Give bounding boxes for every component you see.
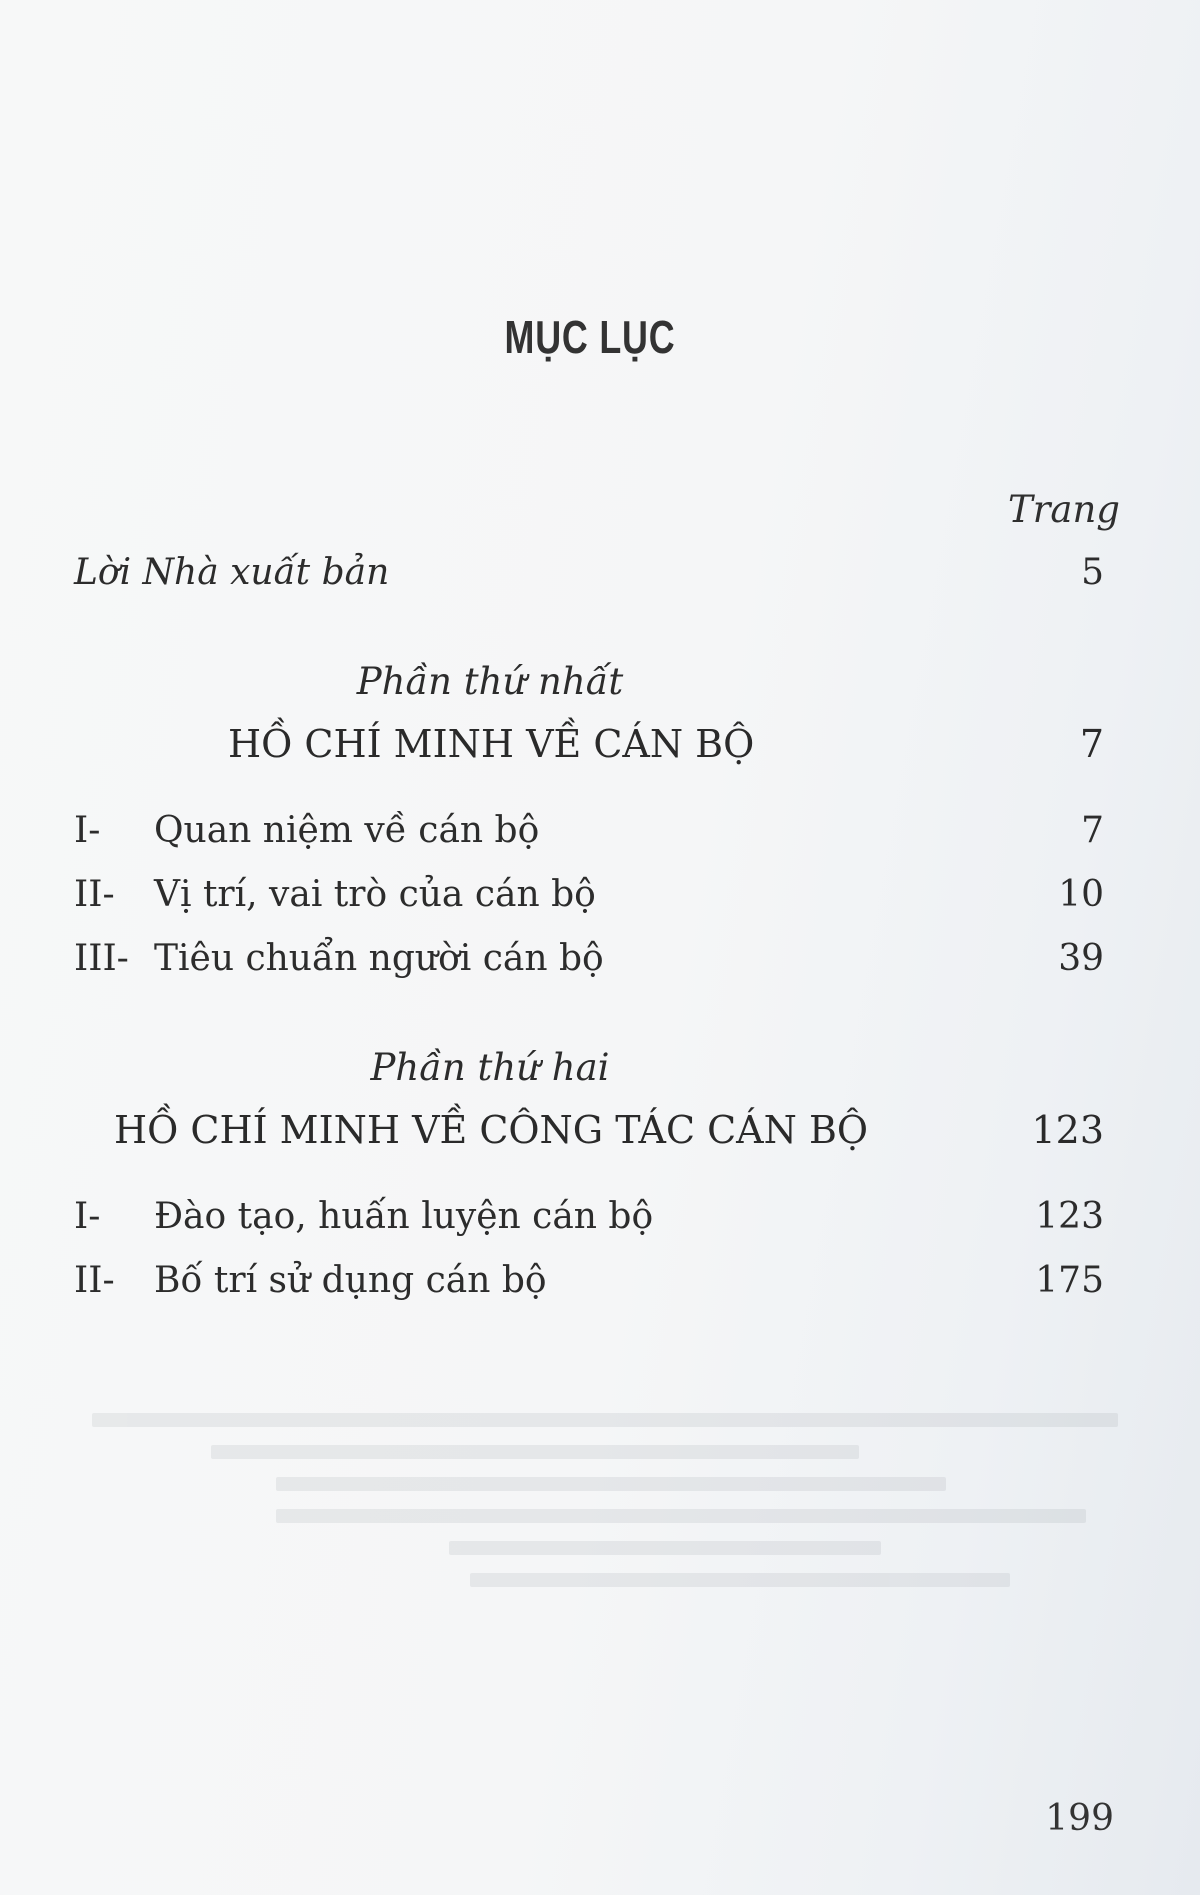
toc-entry-number: I-	[74, 810, 101, 851]
part-one-title: HỒ CHÍ MINH VỀ CÁN BỘ	[228, 722, 755, 766]
toc-entry-intro	[74, 552, 1104, 602]
toc-entry-label: Tiêu chuẩn người cán bộ	[154, 938, 604, 979]
toc-entry-number: III-	[74, 938, 129, 979]
toc-entry	[74, 1196, 1104, 1246]
toc-entry-number: II-	[74, 874, 115, 915]
toc-entry	[74, 810, 1104, 860]
page-number: 199	[1045, 1798, 1114, 1839]
toc-entry-page: 123	[1035, 1196, 1104, 1237]
part-two-page: 123	[1031, 1108, 1104, 1152]
page-title: MỤC LỤC	[504, 311, 676, 363]
part-one-page: 7	[1079, 722, 1104, 766]
part-two-label: Phần thứ hai	[370, 1046, 610, 1089]
toc-entry-page: 10	[1058, 874, 1104, 915]
toc-entry	[74, 1260, 1104, 1310]
toc-entry	[74, 874, 1104, 924]
toc-entry-number: II-	[74, 1260, 115, 1301]
toc-entry-label: Quan niệm về cán bộ	[154, 810, 540, 851]
toc-entry-label: Vị trí, vai trò của cán bộ	[154, 874, 596, 915]
toc-entry-label: Lời Nhà xuất bản	[74, 552, 390, 593]
toc-entry-page: 7	[1081, 810, 1104, 851]
toc-entry-label: Đào tạo, huấn luyện cán bộ	[154, 1196, 654, 1237]
toc-entry-page: 5	[1081, 552, 1104, 593]
toc-entry-number: I-	[74, 1196, 101, 1237]
toc-entry-page: 175	[1035, 1260, 1104, 1301]
show-through-imprint	[60, 1395, 1140, 1635]
toc-entry-page: 39	[1058, 938, 1104, 979]
toc-entry	[74, 938, 1104, 988]
toc-entry-label: Bố trí sử dụng cán bộ	[154, 1260, 547, 1301]
page-column-header: Trang	[1008, 488, 1120, 531]
part-one-label: Phần thứ nhất	[356, 660, 624, 703]
part-two-title: HỒ CHÍ MINH VỀ CÔNG TÁC CÁN BỘ	[114, 1108, 869, 1152]
